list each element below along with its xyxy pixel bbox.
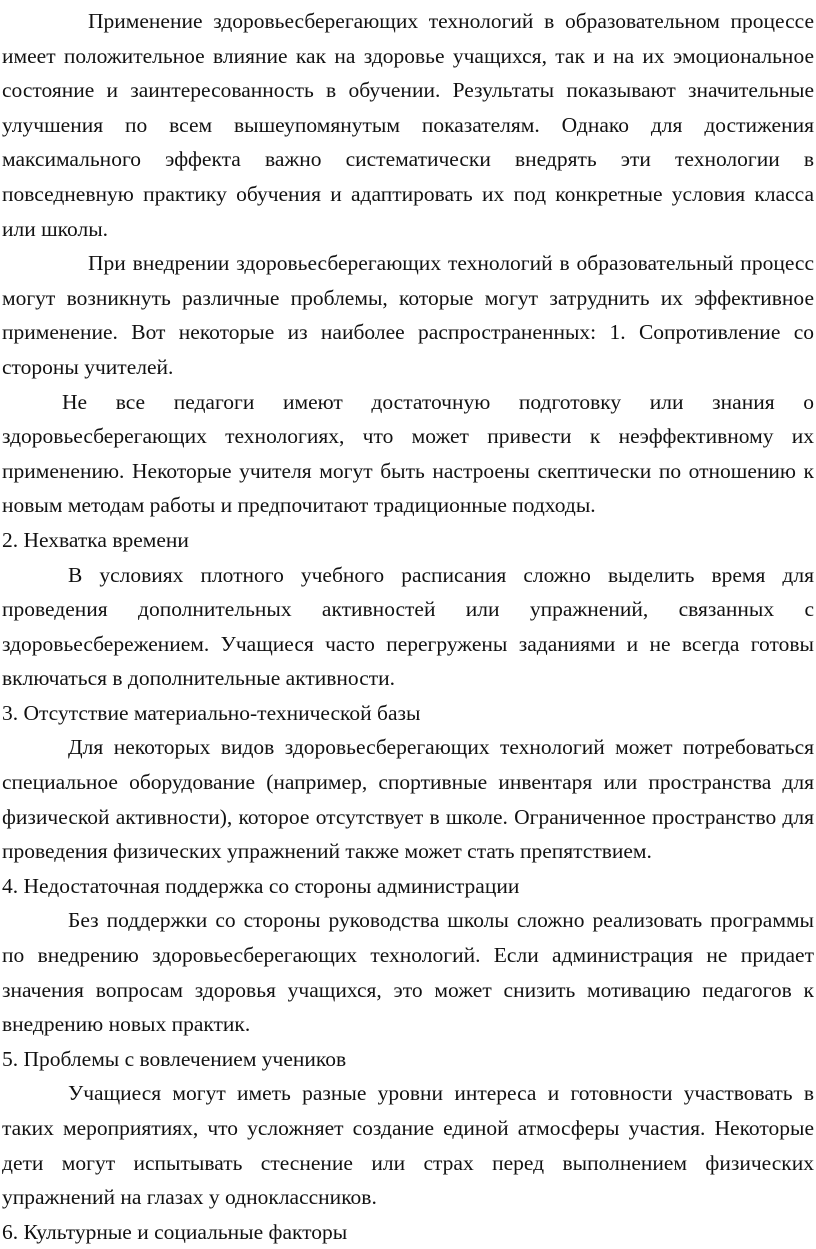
paragraph-teachers: Не все педагоги имеют достаточную подготовку или знания о здоровьесберегающих технологиях, что может привести к неэффективному их применению. Некоторые учителя могут быть настроены скептически по отношению к новым методам работы и предпочитают традиционные подходы. bbox=[2, 389, 814, 518]
section-heading-administration: 4. Недостаточная поддержка со стороны администрации bbox=[2, 873, 520, 898]
section-text-administration: Без поддержки со стороны руководства школы сложно реализовать программы по внедрению здоровьесберегающих технологий. Если администрация не придает значения вопросам здоровья учащихся, это может снизить мотивацию педагогов к внедрению новых практик. bbox=[2, 908, 814, 1037]
paragraph-intro: Применение здоровьесберегающих технологий в образовательном процессе имеет положительное влияние как на здоровье учащихся, так и на их эмоциональное состояние и заинтересованность в обучении. Результаты показывают значительные улучшения по всем вышеупомянутым показателям. Однако для достижения максимального эффекта важно систематически внедрять эти технологии в повседневную практику обучения и адаптировать их под конкретные условия класса или школы. bbox=[2, 9, 814, 241]
paragraph-problems-intro: При внедрении здоровьесберегающих технологий в образовательный процесс могут возникнуть различные проблемы, которые могут затруднить их эффективное применение. Вот некоторые из наиболее распространенных: 1. Сопротивление со стороны учителей. bbox=[2, 251, 814, 379]
section-heading-students: 5. Проблемы с вовлечением учеников bbox=[2, 1046, 347, 1071]
section-text-time: В условиях плотного учебного расписания сложно выделить время для проведения дополнительных активностей или упражнений, связанных с здоровьесбережением. Учащиеся часто перегружены заданиями и не всегда готовы включаться в дополнительные активности. bbox=[2, 562, 814, 691]
section-heading-time: 2. Нехватка времени bbox=[2, 527, 189, 552]
section-text-students: Учащиеся могут иметь разные уровни интереса и готовности участвовать в таких мероприятиях, что усложняет создание единой атмосферы участия. Некоторые дети могут испытывать стеснение или страх перед выполнением физических упражнений на глазах у одноклассников. bbox=[2, 1081, 814, 1210]
section-text-equipment: Для некоторых видов здоровьесберегающих технологий может потребоваться специальное оборудование (например, спортивные инвентаря или пространства для физической активности), которое отсутствует в школе. Ограниченное пространство для проведения физических упражнений также может стать препятствием. bbox=[2, 735, 814, 864]
section-heading-cultural: 6. Культурные и социальные факторы bbox=[2, 1219, 348, 1244]
section-heading-equipment: 3. Отсутствие материально-технической базы bbox=[2, 700, 421, 725]
